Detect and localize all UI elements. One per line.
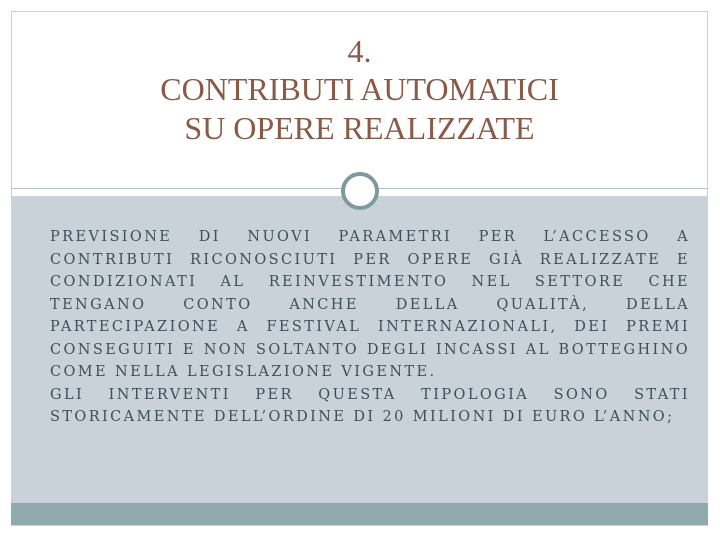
body-paragraph-2: GLI INTERVENTI PER QUESTA TIPOLOGIA SONO STATI STORICAMENTE DELL’ORDINE DI 20 MILIONI DI EURO L’ANNO; (50, 386, 690, 425)
footer-band (11, 503, 708, 525)
title-number: 4. (347, 33, 372, 69)
slide-body (50, 226, 690, 429)
body-paragraph-1: PREVISIONE DI NUOVI PARAMETRI PER L’ACCESSO A CONTRIBUTI RICONOSCIUTI PER OPERE GIÀ REALIZZATE E CONDIZIONATI AL REINVESTIMENTO NEL SETTORE CHE TENGANO CONTO ANCHE DELLA QUALITÀ, DELLA PARTECIPAZIONE A FESTIVAL INTERNAZIONALI, DEI PREMI CONSEGUITI E NON SOLTANTO DEGLI INCASSI AL BOTTEGHINO COME NELLA LEGISLAZIONE VIGENTE. (50, 229, 690, 380)
title-line-1: CONTRIBUTI AUTOMATICI (160, 71, 559, 108)
title-line-2: SU OPERE REALIZZATE (184, 109, 535, 146)
slide-title (11, 32, 708, 147)
circle-ornament-icon (341, 172, 379, 210)
